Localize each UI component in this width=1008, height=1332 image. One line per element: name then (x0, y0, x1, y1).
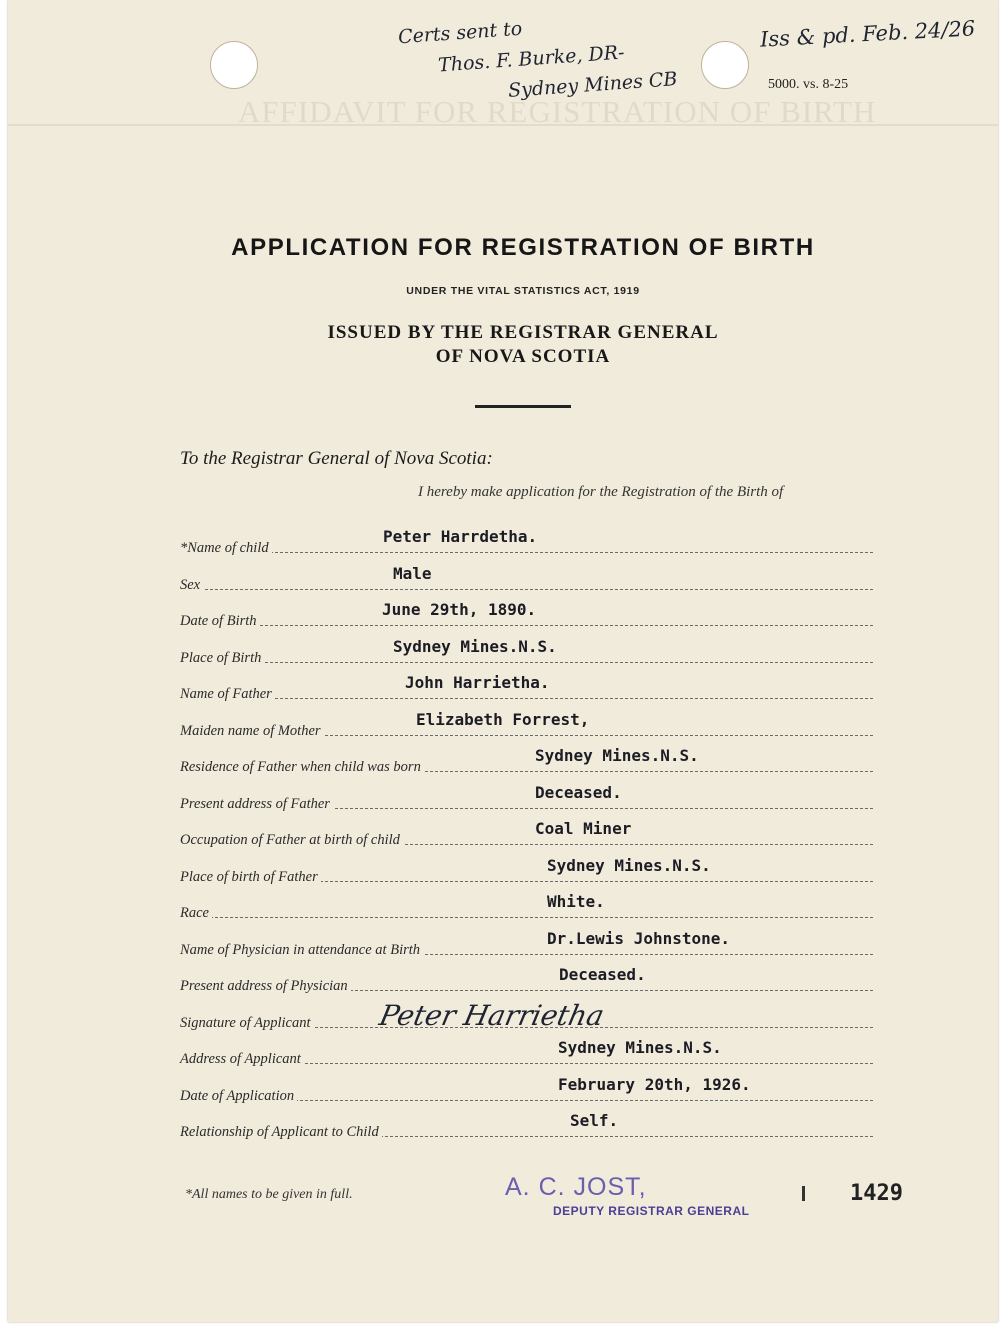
field-date-of-application (180, 1075, 873, 1105)
field-label: *Name of child (180, 540, 272, 557)
registration-number: 1429 (850, 1181, 903, 1206)
ghost-heading: AFFIDAVIT FOR REGISTRATION OF BIRTH (238, 94, 877, 129)
field-present-address-of-father (180, 783, 873, 813)
dotted-line (180, 698, 873, 699)
dotted-line (180, 625, 873, 626)
field-residence-of-father (180, 746, 873, 776)
field-label: Place of birth of Father (180, 869, 321, 886)
field-value: Deceased. (535, 783, 622, 802)
field-label: Date of Birth (180, 613, 260, 630)
field-label: Place of Birth (180, 650, 264, 667)
issued-by (8, 321, 1008, 369)
page-subtitle: UNDER THE VITAL STATISTICS ACT, 1919 (406, 285, 640, 297)
punch-hole-left (210, 41, 258, 89)
field-label: Race (180, 905, 212, 922)
dotted-line (180, 662, 873, 663)
field-place-of-birth-of-father (180, 856, 873, 886)
footnote: *All names to be given in full. (185, 1187, 353, 1202)
field-value: Dr.Lewis Johnstone. (547, 929, 731, 948)
field-maiden-name-of-mother (180, 710, 873, 740)
field-relationship-to-child (180, 1111, 873, 1141)
issued-by-line2: OF NOVA SCOTIA (435, 346, 611, 367)
field-value: Sydney Mines.N.S. (393, 637, 557, 656)
field-value: Coal Miner (535, 819, 632, 838)
dotted-line (180, 589, 873, 590)
field-value: Sydney Mines.N.S. (535, 746, 699, 765)
field-address-of-applicant (180, 1038, 873, 1068)
handwritten-note-line3: Sydney Mines CB (507, 68, 679, 102)
field-value: Self. (570, 1111, 619, 1130)
stamp-title: DEPUTY REGISTRAR GENERAL (553, 1204, 750, 1218)
field-value: June 29th, 1890. (382, 600, 537, 619)
field-race (180, 892, 873, 922)
handwritten-note-line2: Thos. F. Burke, DR- (437, 41, 626, 77)
dotted-line (180, 917, 873, 918)
stamp-name: A. C. JOST, (505, 1173, 647, 1201)
field-value: Peter Harrdetha. (383, 527, 538, 546)
field-label: Address of Applicant (180, 1051, 304, 1068)
field-label: Date of Application (180, 1088, 297, 1105)
field-present-address-of-physician (180, 965, 873, 995)
field-label: Occupation of Father at birth of child (180, 832, 403, 849)
field-value: John Harrietha. (405, 673, 550, 692)
handwritten-note-line1: Certs sent to (397, 17, 523, 49)
field-place-of-birth (180, 637, 873, 667)
field-label: Name of Father (180, 686, 275, 703)
intro-text: I hereby make application for the Registration of the Birth of (418, 484, 784, 500)
punch-hole-right (701, 41, 749, 89)
field-label: Present address of Father (180, 796, 333, 813)
field-date-of-birth (180, 600, 873, 630)
field-value: Sydney Mines.N.S. (547, 856, 711, 875)
field-label: Name of Physician in attendance at Birth (180, 942, 423, 959)
salutation: To the Registrar General of Nova Scotia: (180, 448, 493, 469)
field-occupation-of-father (180, 819, 873, 849)
field-value: February 20th, 1926. (558, 1075, 751, 1094)
field-signature-of-applicant (180, 999, 873, 1032)
field-label: Signature of Applicant (180, 1015, 314, 1032)
field-value: Male (393, 564, 432, 583)
field-name-of-father (180, 673, 873, 703)
form-number: 5000. vs. 8-25 (768, 77, 849, 92)
field-label: Sex (180, 577, 203, 594)
field-value: Elizabeth Forrest, (416, 710, 590, 729)
title-rule (475, 405, 571, 408)
registration-mark (802, 1186, 805, 1201)
issued-by-line1: ISSUED BY THE REGISTRAR GENERAL (327, 322, 719, 343)
applicant-signature: Peter Harrietha (376, 999, 608, 1032)
page-title: APPLICATION FOR REGISTRATION OF BIRTH (231, 234, 815, 261)
field-value: White. (547, 892, 605, 911)
field-value: Deceased. (559, 965, 646, 984)
field-sex (180, 564, 873, 594)
field-name-of-physician (180, 929, 873, 959)
dotted-line (180, 552, 873, 553)
field-value: Sydney Mines.N.S. (558, 1038, 722, 1057)
handwritten-issued-note: Iss & pd. Feb. 24/26 (759, 16, 976, 52)
document-sheet (8, 0, 998, 1322)
field-label: Relationship of Applicant to Child (180, 1124, 382, 1141)
field-label: Present address of Physician (180, 978, 351, 995)
field-label: Maiden name of Mother (180, 723, 324, 740)
field-name-of-child (180, 527, 873, 557)
field-label: Residence of Father when child was born (180, 759, 424, 776)
